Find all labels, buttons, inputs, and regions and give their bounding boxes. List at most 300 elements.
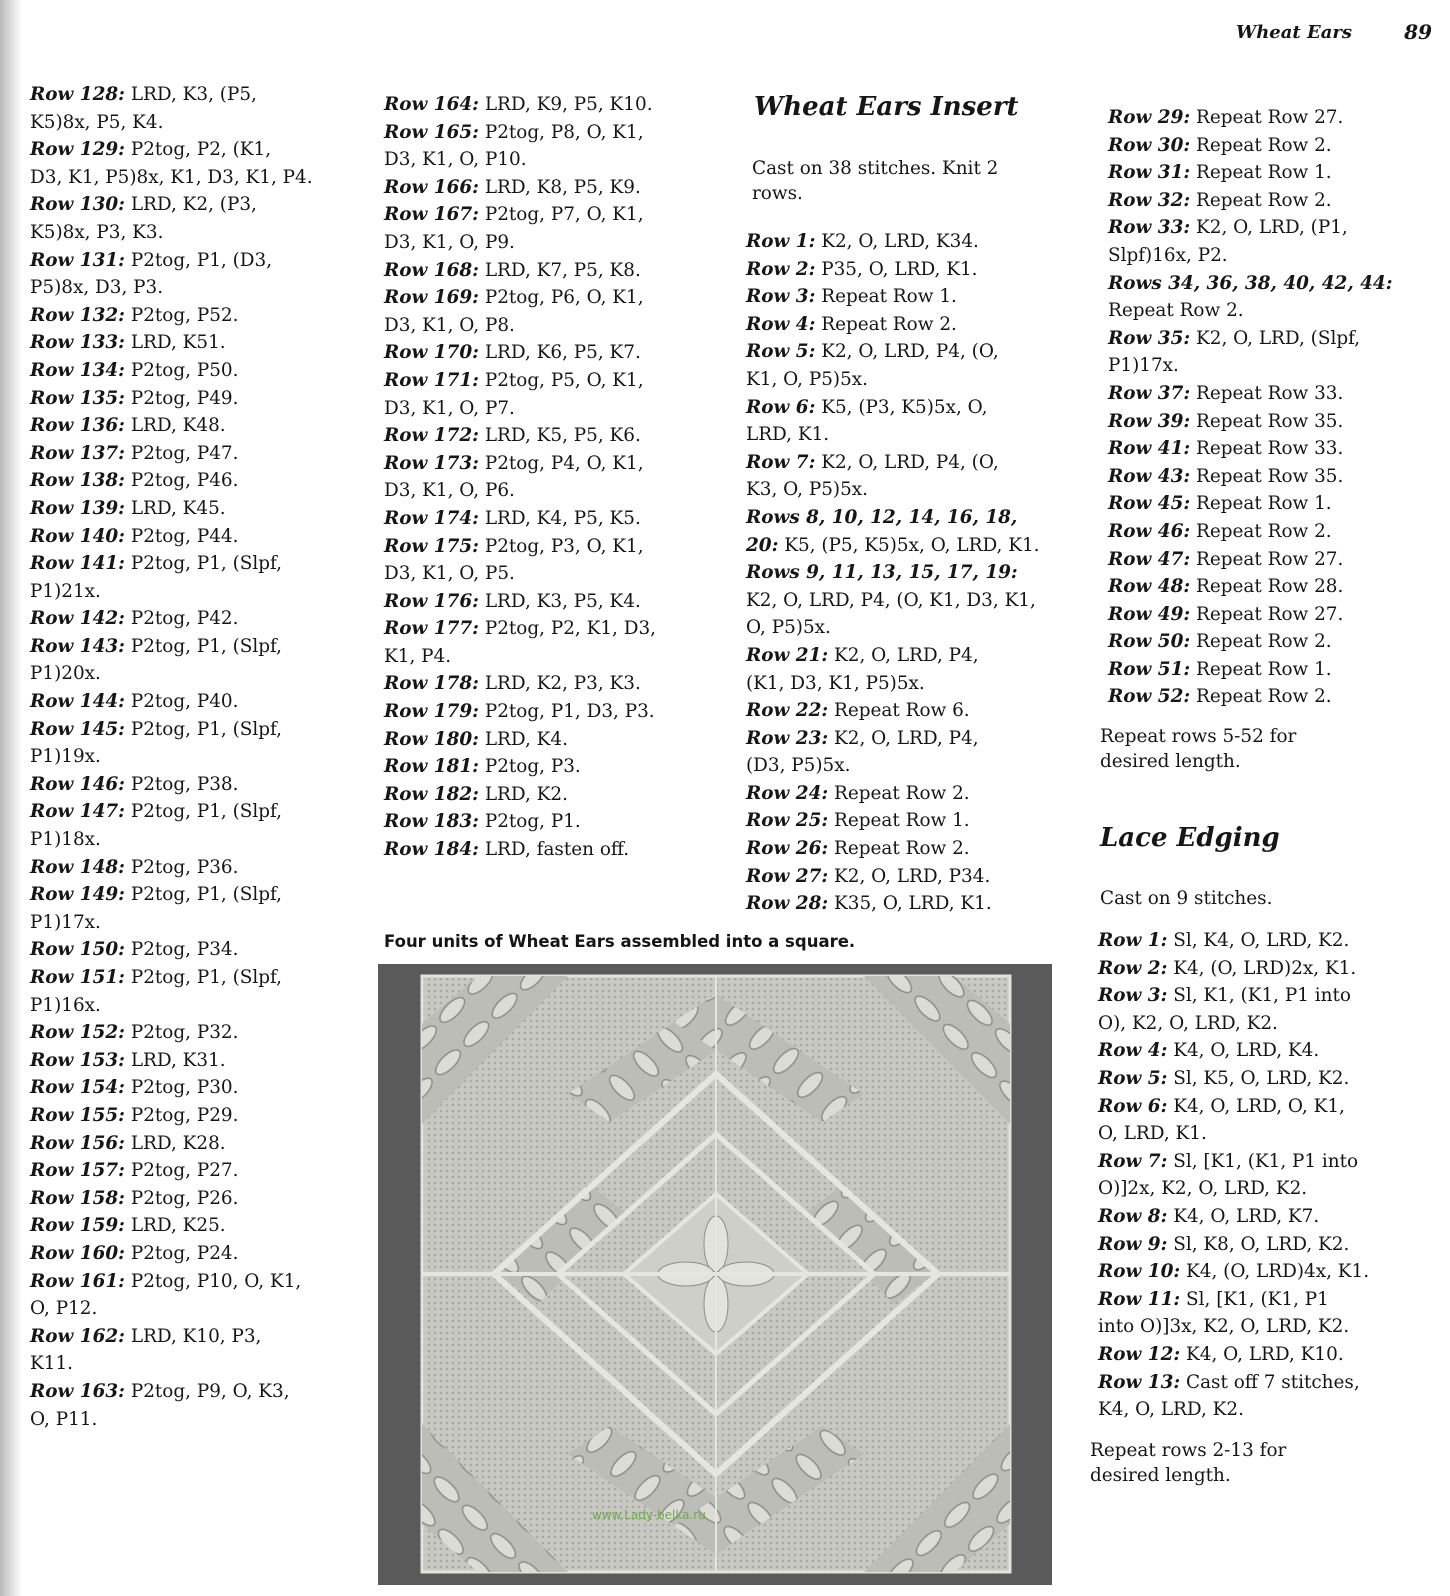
instruction-line <box>1098 1065 1438 1093</box>
instruction-line <box>384 395 714 423</box>
instruction-line <box>746 697 1086 725</box>
row-instruction: LRD, K3, P5, K4. <box>478 590 641 612</box>
row-instruction: Repeat Row 2. <box>1190 631 1332 653</box>
row-instruction: P2tog, P34. <box>124 939 239 961</box>
instruction-line <box>384 91 714 119</box>
row-instruction: P2tog, P3. <box>478 756 581 778</box>
row-instruction: P2tog, P1, (Slpf, <box>124 884 283 906</box>
row-label: Row 22: <box>746 700 829 722</box>
instruction-line <box>30 412 360 440</box>
instruction-line <box>746 504 1086 532</box>
row-label: Row 148: <box>30 856 125 878</box>
instruction-line <box>746 587 1086 615</box>
row-instruction: D3, K1, O, P10. <box>384 149 527 171</box>
instruction-line <box>1108 297 1438 325</box>
row-instruction: P2tog, P46. <box>124 470 239 492</box>
row-instruction: P2tog, P1, D3, P3. <box>478 701 655 723</box>
row-instruction: Repeat Row 2. <box>828 838 970 860</box>
instruction-line <box>384 505 714 533</box>
row-instruction: P2tog, P1. <box>478 811 581 833</box>
row-instruction: LRD, K45. <box>124 497 226 519</box>
row-instruction: O, P5)5x. <box>746 617 831 639</box>
row-label: Row 183: <box>384 811 479 833</box>
row-instruction: P2tog, P8, O, K1, <box>478 121 644 143</box>
instruction-line <box>746 476 1086 504</box>
row-instruction: LRD, K8, P5, K9. <box>478 176 641 198</box>
row-label: Row 130: <box>30 194 125 216</box>
row-label: Row 151: <box>30 967 125 988</box>
instruction-line <box>1098 1010 1438 1038</box>
instruction-line <box>1098 1369 1438 1397</box>
row-label: Row 162: <box>30 1325 125 1347</box>
row-instruction: P2tog, P49. <box>124 387 239 409</box>
row-instruction: LRD, K51. <box>124 332 226 354</box>
row-label: Row 131: <box>30 249 125 271</box>
insert-intro: Cast on 38 stitches. Knit 2 rows. <box>752 158 999 204</box>
row-instruction: K5, (P5, K5)5x, O, LRD, K1. <box>778 534 1040 556</box>
row-instruction: Repeat Row 2. <box>1190 520 1332 542</box>
instruction-line <box>30 1295 360 1323</box>
row-label: Row 164: <box>384 94 479 115</box>
instruction-line <box>1108 656 1438 684</box>
row-label: Row 138: <box>30 470 125 492</box>
row-instruction: LRD, K7, P5, K8. <box>478 259 641 281</box>
row-instruction: Repeat Row 1. <box>815 286 957 308</box>
row-instruction: Repeat Row 2. <box>1108 300 1244 322</box>
instruction-line <box>1108 352 1438 380</box>
instruction-line <box>30 578 360 606</box>
instruction-line <box>1108 270 1438 298</box>
row-instruction: K2, O, LRD, P4, <box>828 644 979 666</box>
instruction-line <box>384 533 714 561</box>
row-instruction: P2tog, P24. <box>124 1242 239 1264</box>
row-label: Row 1: <box>746 231 816 252</box>
row-instruction: P2tog, P38. <box>124 773 239 795</box>
row-instruction: Sl, K8, O, LRD, K2. <box>1167 1233 1350 1255</box>
instruction-line <box>30 1130 360 1158</box>
row-label: Row 158: <box>30 1187 125 1209</box>
row-label: Row 6: <box>746 396 816 418</box>
row-label: Row 145: <box>30 718 125 740</box>
row-instruction: Repeat Row 27. <box>1190 603 1344 625</box>
instruction-line <box>1108 573 1438 601</box>
instruction-line <box>746 780 1086 808</box>
row-instruction: P1)18x. <box>30 829 101 851</box>
row-label: Row 5: <box>1098 1067 1168 1089</box>
row-instruction: P2tog, P7, O, K1, <box>478 204 644 226</box>
row-label: Row 169: <box>384 287 479 309</box>
instruction-line <box>746 449 1086 477</box>
instruction-line <box>746 394 1086 422</box>
row-label: Row 31: <box>1108 162 1191 184</box>
row-instruction: P1)16x. <box>30 994 101 1016</box>
instruction-line <box>1098 982 1438 1010</box>
instruction-line <box>746 559 1086 587</box>
row-label: Row 180: <box>384 728 479 750</box>
row-label: Row 163: <box>30 1380 125 1402</box>
instruction-line <box>384 422 714 450</box>
instruction-line <box>384 477 714 505</box>
row-instruction: P2tog, P52. <box>124 304 239 326</box>
instruction-line <box>746 283 1086 311</box>
instructions-column-2 <box>384 91 714 864</box>
row-instruction: P2tog, P29. <box>124 1104 239 1126</box>
row-instruction: P2tog, P1, (Slpf, <box>124 635 283 657</box>
row-instruction: O, P11. <box>30 1408 98 1430</box>
row-instruction: P1)17x. <box>30 911 101 933</box>
instruction-line <box>1098 1313 1438 1341</box>
instruction-line <box>746 532 1086 560</box>
row-instruction: P2tog, P4, O, K1, <box>478 452 644 474</box>
row-label: Row 178: <box>384 673 479 695</box>
row-instruction: P2tog, P27. <box>124 1160 239 1182</box>
row-instruction: P2tog, P26. <box>124 1187 239 1209</box>
row-label: Row 143: <box>30 635 125 657</box>
instruction-line <box>1098 1231 1438 1259</box>
row-label: Row 9: <box>1098 1233 1168 1255</box>
row-label: Row 134: <box>30 359 125 381</box>
instruction-line <box>30 771 360 799</box>
row-label: Row 149: <box>30 884 125 906</box>
lace-rows <box>1098 927 1438 1424</box>
row-instruction: (K1, D3, K1, P5)5x. <box>746 672 925 694</box>
instruction-line <box>746 752 1086 780</box>
lace-heading: Lace Edging <box>1100 823 1280 853</box>
row-instruction: K4, O, LRD, K4. <box>1167 1040 1320 1062</box>
row-instruction: O, LRD, K1. <box>1098 1123 1207 1145</box>
row-instruction: Repeat Row 1. <box>1190 658 1332 680</box>
row-instruction: LRD, K10, P3, <box>124 1325 262 1347</box>
row-label: Row 47: <box>1108 548 1191 570</box>
instruction-line <box>746 366 1086 394</box>
row-instruction: Sl, [K1, (K1, P1 into <box>1167 1150 1359 1172</box>
row-instruction: P1)21x. <box>30 580 101 602</box>
row-label: Row 48: <box>1108 576 1191 598</box>
row-label: Row 129: <box>30 139 125 161</box>
instruction-line <box>384 201 714 229</box>
insert-rows <box>746 228 1086 918</box>
row-instruction: Repeat Row 2. <box>1190 189 1332 211</box>
row-label: Row 25: <box>746 810 829 832</box>
section-title: Wheat Ears <box>1236 22 1352 43</box>
row-instruction: D3, K1, O, P6. <box>384 480 515 502</box>
row-instruction: LRD, K2. <box>478 783 568 805</box>
instruction-line <box>384 615 714 643</box>
instruction-line <box>30 274 360 302</box>
row-instruction: P2tog, P50. <box>124 359 239 381</box>
instruction-line <box>1108 214 1438 242</box>
instruction-line <box>30 633 360 661</box>
page-gutter-shadow <box>0 0 22 1596</box>
row-label: Row 181: <box>384 756 479 778</box>
row-instruction: Repeat Row 2. <box>815 313 957 335</box>
instruction-line <box>30 660 360 688</box>
instruction-line <box>384 726 714 754</box>
row-label: Row 137: <box>30 442 125 464</box>
row-instruction: D3, K1, O, P8. <box>384 314 515 336</box>
row-label: Row 29: <box>1108 107 1191 128</box>
instruction-line <box>746 670 1086 698</box>
row-label: Row 172: <box>384 425 479 447</box>
row-label: Row 27: <box>746 865 829 887</box>
row-instruction: Cast off 7 stitches, <box>1180 1371 1360 1393</box>
instruction-line <box>1108 408 1438 436</box>
row-instruction: Repeat Row 2. <box>1190 686 1332 708</box>
row-label: Row 50: <box>1108 631 1191 653</box>
row-label: Row 41: <box>1108 438 1191 460</box>
row-label: Row 45: <box>1108 493 1191 515</box>
row-label: Row 23: <box>746 727 829 749</box>
row-label: Row 35: <box>1108 327 1191 349</box>
row-label: Row 7: <box>1098 1150 1168 1172</box>
row-label: Row 160: <box>30 1242 125 1264</box>
row-label: Rows 9, 11, 13, 15, 17, 19: <box>746 562 1018 584</box>
instruction-line <box>30 1212 360 1240</box>
row-instruction: LRD, K4. <box>478 728 568 750</box>
row-label: Row 21: <box>746 644 829 666</box>
instruction-line <box>30 881 360 909</box>
instruction-line <box>30 964 360 992</box>
row-instruction: K35, O, LRD, K1. <box>828 893 992 915</box>
row-instruction: LRD, K2, (P3, <box>124 194 257 216</box>
instruction-line <box>1108 104 1438 132</box>
row-instruction: Sl, K1, (K1, P1 into <box>1167 985 1351 1007</box>
row-instruction: P2tog, P1, (Slpf, <box>124 718 283 740</box>
row-label: Row 156: <box>30 1132 125 1154</box>
instruction-line <box>384 698 714 726</box>
row-instruction: (D3, P5)5x. <box>746 755 851 777</box>
row-label: Row 4: <box>746 313 816 335</box>
instruction-line <box>1108 132 1438 160</box>
row-instruction: K2, O, LRD, P4, (O, K1, D3, K1, <box>746 589 1036 611</box>
row-instruction: LRD, K9, P5, K10. <box>478 94 653 115</box>
row-instruction: P2tog, P47. <box>124 442 239 464</box>
row-instruction: P2tog, P3, O, K1, <box>478 535 644 557</box>
row-instruction: K2, O, LRD, P4, (O, <box>815 451 999 473</box>
instruction-line <box>30 329 360 357</box>
instruction-line <box>30 357 360 385</box>
photo-caption: Four units of Wheat Ears assembled into a square. <box>384 932 856 951</box>
instruction-line <box>384 339 714 367</box>
instruction-line <box>1108 463 1438 491</box>
instruction-line <box>30 688 360 716</box>
row-instruction: K3, O, P5)5x. <box>746 479 868 501</box>
instruction-line <box>1108 490 1438 518</box>
instruction-line <box>746 228 1086 256</box>
instruction-line <box>384 312 714 340</box>
row-label: Row 2: <box>746 258 816 280</box>
row-instruction: LRD, K25. <box>124 1215 226 1237</box>
row-instruction: K2, O, LRD, (Slpf, <box>1190 327 1361 349</box>
row-label: Row 150: <box>30 939 125 961</box>
instruction-line <box>30 716 360 744</box>
instruction-line <box>384 781 714 809</box>
instruction-line <box>384 588 714 616</box>
instruction-line <box>1098 1037 1438 1065</box>
instruction-line <box>30 1157 360 1185</box>
instruction-line <box>1108 546 1438 574</box>
row-label: Row 168: <box>384 259 479 281</box>
instruction-line <box>384 808 714 836</box>
row-instruction: K2, O, LRD, P34. <box>828 865 991 887</box>
row-instruction: LRD, K4, P5, K5. <box>478 507 641 529</box>
instruction-line <box>1098 1175 1438 1203</box>
row-instruction: K2, O, LRD, P4, (O, <box>815 341 999 363</box>
row-instruction: K4, O, LRD, K10. <box>1180 1343 1344 1365</box>
row-instruction: Repeat Row 2. <box>1190 134 1332 156</box>
instruction-line <box>1108 242 1438 270</box>
instruction-line <box>30 109 360 137</box>
row-instruction: Repeat Row 2. <box>828 782 970 804</box>
instruction-line <box>384 174 714 202</box>
row-instruction: P1)19x. <box>30 746 101 768</box>
row-instruction: D3, K1, O, P5. <box>384 563 515 585</box>
row-label: Row 11: <box>1098 1288 1181 1310</box>
instruction-line <box>746 642 1086 670</box>
instruction-line <box>1108 159 1438 187</box>
row-label: Row 177: <box>384 618 479 640</box>
instruction-line <box>1098 955 1438 983</box>
row-label: Row 128: <box>30 84 125 105</box>
row-instruction: P2tog, P40. <box>124 691 239 713</box>
row-label: Row 165: <box>384 121 479 143</box>
row-label: Row 144: <box>30 691 125 713</box>
instruction-line <box>1098 1341 1438 1369</box>
row-instruction: Repeat Row 33. <box>1190 438 1344 460</box>
row-label: Row 33: <box>1108 217 1191 239</box>
instruction-line <box>746 890 1086 918</box>
row-label: Row 155: <box>30 1104 125 1126</box>
row-instruction: Repeat Row 27. <box>1190 107 1344 128</box>
row-label: Row 166: <box>384 176 479 198</box>
row-label: Row 171: <box>384 369 479 391</box>
instruction-line <box>384 229 714 257</box>
row-label: Row 176: <box>384 590 479 612</box>
instruction-line <box>30 743 360 771</box>
row-instruction: D3, K1, O, P9. <box>384 231 515 253</box>
row-label: Row 157: <box>30 1160 125 1182</box>
instruction-line <box>384 560 714 588</box>
instruction-line <box>384 257 714 285</box>
instruction-line <box>746 256 1086 284</box>
row-instruction: P2tog, P9, O, K3, <box>124 1380 290 1402</box>
instruction-line <box>30 1102 360 1130</box>
instruction-line <box>1098 1258 1438 1286</box>
row-label: Row 46: <box>1108 520 1191 542</box>
row-instruction: Repeat Row 28. <box>1190 576 1344 598</box>
instruction-line <box>384 367 714 395</box>
row-instruction: P2tog, P42. <box>124 608 239 630</box>
row-label: Row 1: <box>1098 930 1168 951</box>
knitted-square-photo <box>378 964 1052 1585</box>
row-label: Row 173: <box>384 452 479 474</box>
instruction-line <box>746 835 1086 863</box>
row-instruction: O), K2, O, LRD, K2. <box>1098 1012 1278 1034</box>
row-instruction: P2tog, P36. <box>124 856 239 878</box>
row-instruction: K4, O, LRD, K7. <box>1167 1205 1320 1227</box>
instruction-line <box>746 421 1086 449</box>
instruction-line <box>30 936 360 964</box>
row-label: Row 3: <box>746 286 816 308</box>
instruction-line <box>1098 1120 1438 1148</box>
row-label: Row 37: <box>1108 382 1191 404</box>
row-label: Row 28: <box>746 893 829 915</box>
row-label: Row 5: <box>746 341 816 363</box>
instruction-line <box>746 863 1086 891</box>
row-instruction: P35, O, LRD, K1. <box>815 258 978 280</box>
row-instruction: P2tog, P1, (Slpf, <box>124 553 283 575</box>
instruction-line <box>30 495 360 523</box>
row-label: Row 32: <box>1108 189 1191 211</box>
row-label: Row 141: <box>30 553 125 575</box>
row-label: Row 184: <box>384 839 479 861</box>
row-label: Row 140: <box>30 525 125 547</box>
row-label: Row 179: <box>384 701 479 723</box>
row-instruction: LRD, K48. <box>124 415 226 437</box>
instruction-line <box>30 1323 360 1351</box>
row-label: Row 132: <box>30 304 125 326</box>
row-label: Row 139: <box>30 497 125 519</box>
row-instruction: D3, K1, P5)8x, K1, D3, K1, P4. <box>30 166 313 188</box>
row-label: Row 133: <box>30 332 125 354</box>
row-label: Row 153: <box>30 1049 125 1071</box>
row-instruction: Slpf)16x, P2. <box>1108 244 1228 266</box>
instruction-line <box>1098 1203 1438 1231</box>
row-instruction: Repeat Row 33. <box>1190 382 1344 404</box>
row-label: Row 12: <box>1098 1343 1181 1365</box>
instruction-line <box>746 807 1086 835</box>
row-instruction: Repeat Row 35. <box>1190 465 1344 487</box>
watermark: www.Lady-belka.ru <box>592 1508 706 1522</box>
row-instruction: Sl, K5, O, LRD, K2. <box>1167 1067 1350 1089</box>
row-instruction: P2tog, P10, O, K1, <box>124 1270 302 1292</box>
row-instruction: P2tog, P32. <box>124 1022 239 1044</box>
instruction-line <box>30 523 360 551</box>
row-instruction: P2tog, P6, O, K1, <box>478 287 644 309</box>
row-instruction: K4, (O, LRD)2x, K1. <box>1167 957 1357 979</box>
instruction-line <box>746 614 1086 642</box>
instruction-line <box>30 909 360 937</box>
instruction-line <box>30 798 360 826</box>
row-label: Row 175: <box>384 535 479 557</box>
instruction-line <box>30 1074 360 1102</box>
row-instruction: LRD, K31. <box>124 1049 226 1071</box>
row-label: Row 167: <box>384 204 479 226</box>
row-label: Row 152: <box>30 1022 125 1044</box>
instruction-line <box>30 1350 360 1378</box>
instruction-line <box>30 385 360 413</box>
row-label: Row 52: <box>1108 686 1191 708</box>
instruction-line <box>30 1185 360 1213</box>
instruction-line <box>1098 1286 1438 1314</box>
row-label: 20: <box>746 534 779 556</box>
row-instruction: Repeat Row 1. <box>1190 162 1332 184</box>
instruction-line <box>30 302 360 330</box>
row-instruction: P2tog, P44. <box>124 525 239 547</box>
instruction-line <box>746 725 1086 753</box>
row-label: Row 182: <box>384 783 479 805</box>
instruction-line <box>30 467 360 495</box>
row-label: Row 13: <box>1098 1371 1181 1393</box>
instruction-line <box>30 440 360 468</box>
row-label: Row 135: <box>30 387 125 409</box>
instruction-line <box>1108 435 1438 463</box>
row-instruction: LRD, fasten off. <box>478 839 630 861</box>
row-label: Row 2: <box>1098 957 1168 979</box>
instruction-line <box>30 1047 360 1075</box>
row-instruction: Repeat Row 1. <box>1190 493 1332 515</box>
row-label: Row 161: <box>30 1270 125 1292</box>
